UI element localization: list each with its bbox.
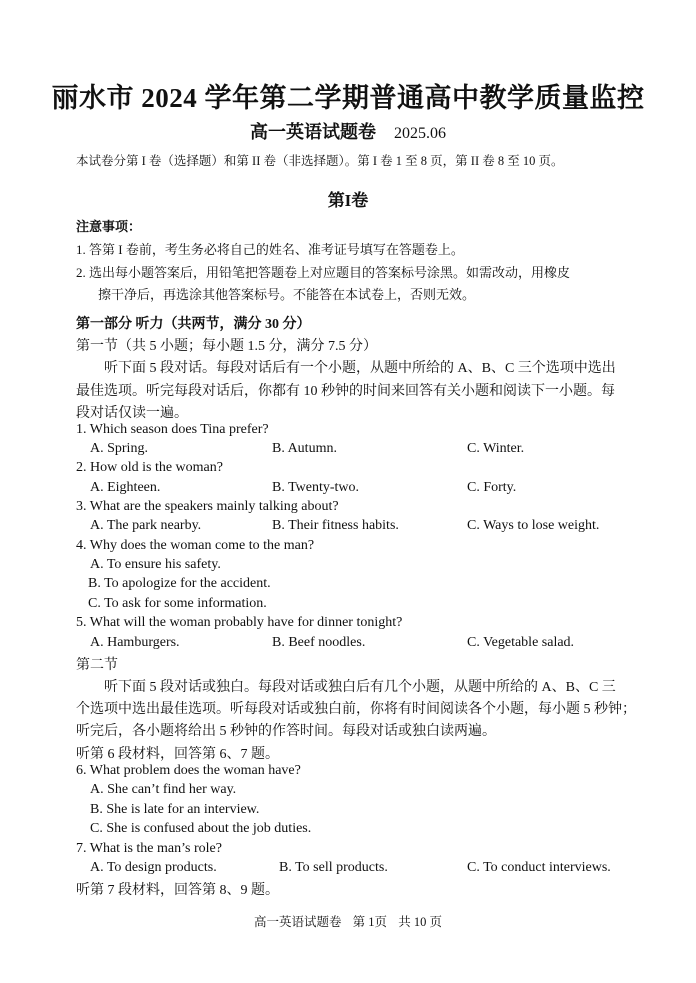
exam-title: 丽水市 2024 学年第二学期普通高中教学质量监控 <box>51 83 645 113</box>
part1-heading: 第一部分 听力（共两节，满分 30 分） <box>76 317 311 332</box>
question-1: 1. Which season does Tina prefer? <box>76 422 269 437</box>
q4-option-a: A. To ensure his safety. <box>90 557 221 572</box>
q7-option-a: A. To design products. <box>90 860 217 875</box>
material-7-note: 听第 7 段材料，回答第 8、9 题。 <box>76 883 279 898</box>
sec1-instruction-l1: 听下面 5 段对话。每段对话后有一个小题，从题中所给的 A、B、C 三个选项中选出 <box>104 361 616 376</box>
notes-heading: 注意事项： <box>76 219 142 234</box>
sec2-instruction-l1: 听下面 5 段对话或独白。每段对话或独白后有几个小题，从题中所给的 A、B、C 三 <box>104 680 616 695</box>
q2-option-c: C. Forty. <box>467 480 517 495</box>
question-5: 5. What will the woman probably have for dinner tonight? <box>76 615 403 630</box>
footer-page-number: 第 1页 <box>352 915 388 929</box>
sec1-instruction-l3: 段对话仅读一遍。 <box>76 406 188 421</box>
question-4: 4. Why does the woman come to the man? <box>76 538 315 553</box>
q4-option-c: C. To ask for some information. <box>88 596 267 611</box>
q7-option-b: B. To sell products. <box>279 860 388 875</box>
footer-total-pages: 共 10 页 <box>398 915 442 929</box>
subtitle-text: 高一英语试题卷 <box>250 122 376 142</box>
exam-subtitle <box>0 118 696 144</box>
q6-option-c: C. She is confused about the job duties. <box>90 821 312 836</box>
sec1-instruction-l2: 最佳选项。听完每段对话后，你都有 10 秒钟的时间来回答有关小题和阅读下一小题。每 <box>76 384 615 399</box>
q6-option-b: B. She is late for an interview. <box>90 802 260 817</box>
question-3: 3. What are the speakers mainly talking about? <box>76 499 339 514</box>
q3-option-c: C. Ways to lose weight. <box>467 518 600 533</box>
footer-paper-name: 高一英语试题卷 <box>254 915 342 929</box>
exam-intro: 本试卷分第 I 卷（选择题）和第 II 卷（非选择题）。第 I 卷 1 至 8 页，第 II 卷 8 至 10 页。 <box>76 154 564 168</box>
q4-option-b: B. To apologize for the accident. <box>88 576 271 591</box>
q1-option-b: B. Autumn. <box>272 441 337 456</box>
q2-option-a: A. Eighteen. <box>90 480 161 495</box>
page-footer <box>0 912 696 930</box>
note-item-2: 2. 选出每小题答案后，用铅笔把答题卷上对应题目的答案标号涂黑。如需改动，用橡皮 <box>76 265 571 280</box>
q5-option-a: A. Hamburgers. <box>90 635 180 650</box>
q7-option-c: C. To conduct interviews. <box>467 860 611 875</box>
q1-option-c: C. Winter. <box>467 441 525 456</box>
q3-option-a: A. The park nearby. <box>90 518 202 533</box>
note-item-1: 1. 答第 I 卷前，考生务必将自己的姓名、准考证号填写在答题卷上。 <box>76 242 464 257</box>
q5-option-c: C. Vegetable salad. <box>467 635 575 650</box>
q2-option-b: B. Twenty-two. <box>272 480 360 495</box>
question-2: 2. How old is the woman? <box>76 460 223 475</box>
sec2-instruction-l2: 个选项中选出最佳选项。听每段对话或独白前，你将有时间阅读各个小题，每小题 5 秒钟； <box>76 702 636 717</box>
question-6: 6. What problem does the woman have? <box>76 763 301 778</box>
q6-option-a: A. She can’t find her way. <box>90 782 237 797</box>
question-7: 7. What is the man’s role? <box>76 841 222 856</box>
sec1-heading: 第一节（共 5 小题；每小题 1.5 分，满分 7.5 分） <box>76 339 377 354</box>
sec2-heading: 第二节 <box>76 658 118 673</box>
q5-option-b: B. Beef noodles. <box>272 635 366 650</box>
note-item-2-cont: 擦干净后，再选涂其他答案标号。不能答在本试卷上，否则无效。 <box>98 287 476 302</box>
section-title: 第I卷 <box>327 191 369 210</box>
material-6-note: 听第 6 段材料，回答第 6、7 题。 <box>76 747 279 762</box>
q1-option-a: A. Spring. <box>90 441 148 456</box>
q3-option-b: B. Their fitness habits. <box>272 518 399 533</box>
sec2-instruction-l3: 听完后，各小题将给出 5 秒钟的作答时间。每段对话或独白读两遍。 <box>76 724 496 739</box>
exam-date: 2025.06 <box>394 125 446 142</box>
